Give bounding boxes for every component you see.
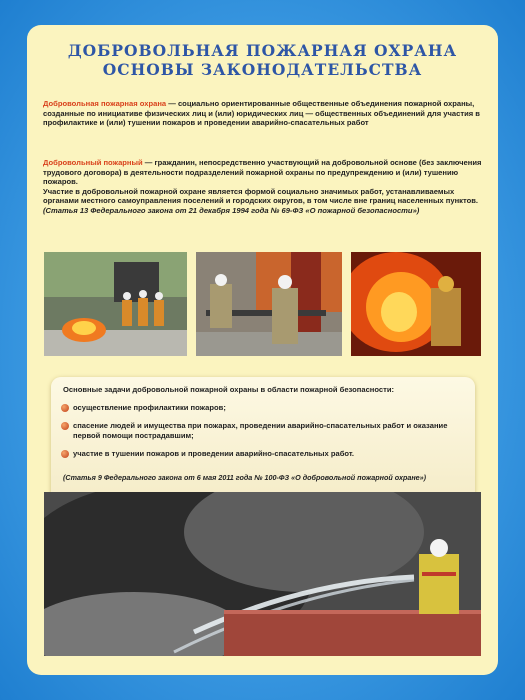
- task-text: осуществление профилактики пожаров;: [73, 403, 226, 412]
- title-line-2: ОСНОВЫ ЗАКОНОДАТЕЛЬСТВА: [102, 60, 423, 79]
- citation-69fz: (Статья 13 Федерального закона от 21 декабря 1994 года № 69-ФЗ «О пожарной безопасности»): [43, 205, 420, 215]
- task-item: [61, 403, 461, 413]
- participation-text: Участие в добровольной пожарной охране является формой социально значимых работ, устанавливаемых органами местного самоуправления поселений и городских округов, в том числе вне границ населенных пунктов.: [43, 186, 479, 206]
- definition-volunteer: [43, 158, 487, 216]
- task-item: [61, 421, 461, 440]
- bullet-icon: [61, 422, 69, 430]
- citation-100fz: (Статья 9 Федерального закона от 6 мая 2011 года № 100-ФЗ «О добровольной пожарной охране»): [63, 473, 427, 482]
- bullet-icon: [61, 450, 69, 458]
- task-item: [61, 449, 461, 459]
- term-dpo: Добровольная пожарная охрана: [43, 99, 167, 108]
- title-line-1: ДОБРОВОЛЬНАЯ ПОЖАРНАЯ ОХРАНА: [67, 41, 458, 60]
- task-text: участие в тушении пожаров и проведении аварийно-спасательных работ.: [73, 449, 355, 458]
- photo-firefighters-outdoor: [44, 252, 187, 356]
- term-volunteer: Добровольный пожарный: [43, 158, 143, 167]
- task-text: спасение людей и имущества при пожарах, проведении аварийно-спасательных работ и оказание первой помощи пострадавшим;: [73, 421, 448, 440]
- definition-dpo: [43, 99, 487, 128]
- poster-panel: [27, 25, 498, 675]
- photo-stretcher-rescue: [196, 252, 342, 356]
- poster-title: [27, 41, 498, 79]
- tasks-intro: Основные задачи добровольной пожарной охраны в области пожарной безопасности:: [63, 385, 395, 394]
- photo-firefighter-hose: [44, 492, 481, 656]
- tasks-box: [51, 377, 475, 501]
- bullet-icon: [61, 404, 69, 412]
- definition-dpo-text: — социально ориентированные общественные объединения пожарной охраны, созданные по инициативе физических лиц и (или) юридических лиц — общественных объединений для участия в профилактике и (или) тушении пожаров и проведении аварийно-спасательных работ: [43, 99, 480, 128]
- photo-firefighter-flames: [351, 252, 481, 356]
- definition-volunteer-text: — гражданин, непосредственно участвующий на добровольной основе (без заключения трудового договора) в деятельности подразделений пожарной охраны по предупреждению и (или) тушению пожаров.: [43, 158, 482, 187]
